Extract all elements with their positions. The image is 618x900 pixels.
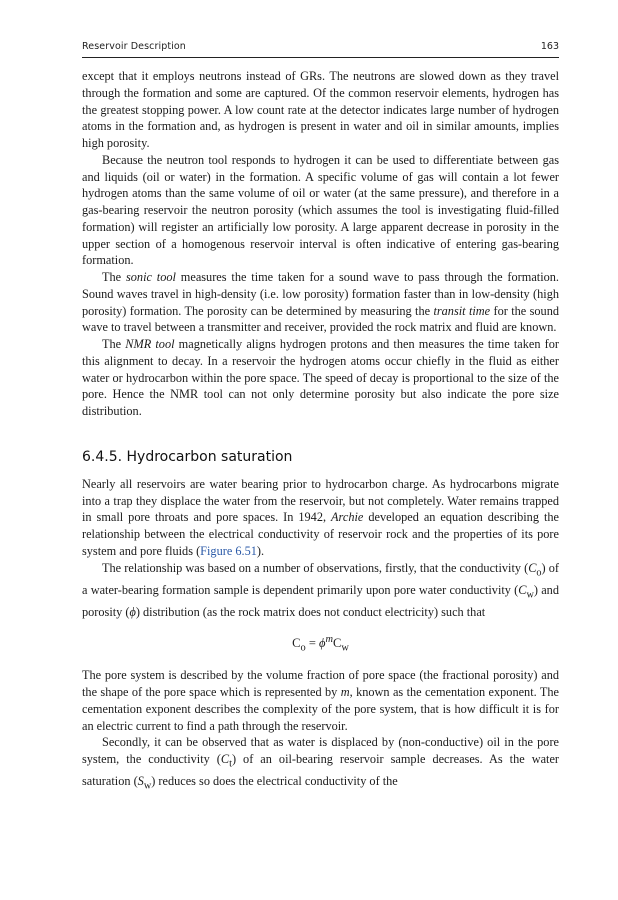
paragraph-nmr-tool: The NMR tool magnetically aligns hydrogen protons and then measures the time taken for this alignment to decay. In a reservoir the hydrogen atoms occur chiefly in the fluid as either water or hydrocarbon within the pore space. The speed of decay is proportional to the size of the pore. Hence the NMR tool can not only determine porosity but also indicate the pore size distribution. [82, 337, 559, 418]
running-head [82, 40, 559, 58]
running-head-title: Reservoir Description [82, 41, 186, 52]
term-nmr-tool: NMR tool [125, 337, 175, 351]
paragraph-neutron-gas: Because the neutron tool responds to hydrogen it can be used to differentiate between gas and liquids (oil or water) in the formation. A specific volume of gas will contain a lot fewer hydrogen atoms than the same volume of oil or water (at the same pressure), and therefore in a gas-bearing reservoir the neutron porosity (which assumes the tool is investigating fluid-filled formation) will register an artificially low porosity. A large apparent decrease in porosity in the upper section of a homogenous reservoir interval is often indicative of entering gas-bearing formation. [82, 152, 559, 268]
term-sonic-tool: sonic tool [125, 270, 176, 284]
figure-link[interactable]: Figure 6.51 [200, 543, 257, 558]
paragraph-sonic-tool: The sonic tool measures the time taken for a sound wave to pass through the formation. Sound waves travel in high-density (i.e. low porosity) formation faster than in low-density (high porosity) formation. The porosity can be determined by measuring the transit time for the sound wave to travel between a transmitter and receiver, provided the rock matrix and fluid are known. [82, 270, 559, 335]
paragraph-water-saturation: Secondly, it can be observed that as water is displaced by (non-conductive) oil in the pore system, the conductivity $(C_t)$ of an oil-bearing reservoir sample decreases. As the water saturation $(S_w)$ reduces so does the electrical conductivity of the [82, 735, 559, 792]
page-number: 163 [540, 41, 559, 52]
body-text [82, 68, 559, 795]
paragraph-archie: Nearly all reservoirs are water bearing prior to hydrocarbon charge. As hydrocarbons migrate into a trap they displace the water from the reservoir, but not completely. Water remains trapped in small pore throats and pore spaces. In 1942, Archie developed an equation describing the relationship between the electrical conductivity of reservoir rock and the properties of its pore system and pore fluids (Figure 6.51). [82, 476, 559, 558]
paragraph-neutron-continued: except that it employs neutrons instead of GRs. The neutrons are slowed down as they travel through the formation and some are captured. Of the common reservoir elements, hydrogen has the greatest stopping power. A low count rate at the detector indicates large number of hydrogen atoms in the formation and, as hydrogen is present in water and oil in similar amounts, implies high porosity. [82, 69, 559, 150]
term-archie: Archie [331, 510, 364, 525]
paragraph-relationship: The relationship was based on a number of observations, firstly, that the conductivity $(C_o)$ of a water-bearing formation sample is dependent primarily upon pore water conductivity $(C_w)$ and porosity (ϕ) distribution (as the rock matrix does not conduct electricity) such that [82, 560, 559, 619]
section-heading: 6.4.5. Hydrocarbon saturation [82, 448, 293, 465]
archie-equation: $C_o = \phi^mC_w$ [292, 633, 349, 654]
paragraph-pore-system: The pore system is described by the volume fraction of pore space (the fractional porosity) and the shape of the pore space which is represented by m, known as the cementation exponent. The cementation exponent describes the complexity of the pore system, that is how difficult it is for an electric current to find a path through the reservoir. [82, 668, 559, 733]
term-transit-time: transit time [433, 303, 491, 318]
